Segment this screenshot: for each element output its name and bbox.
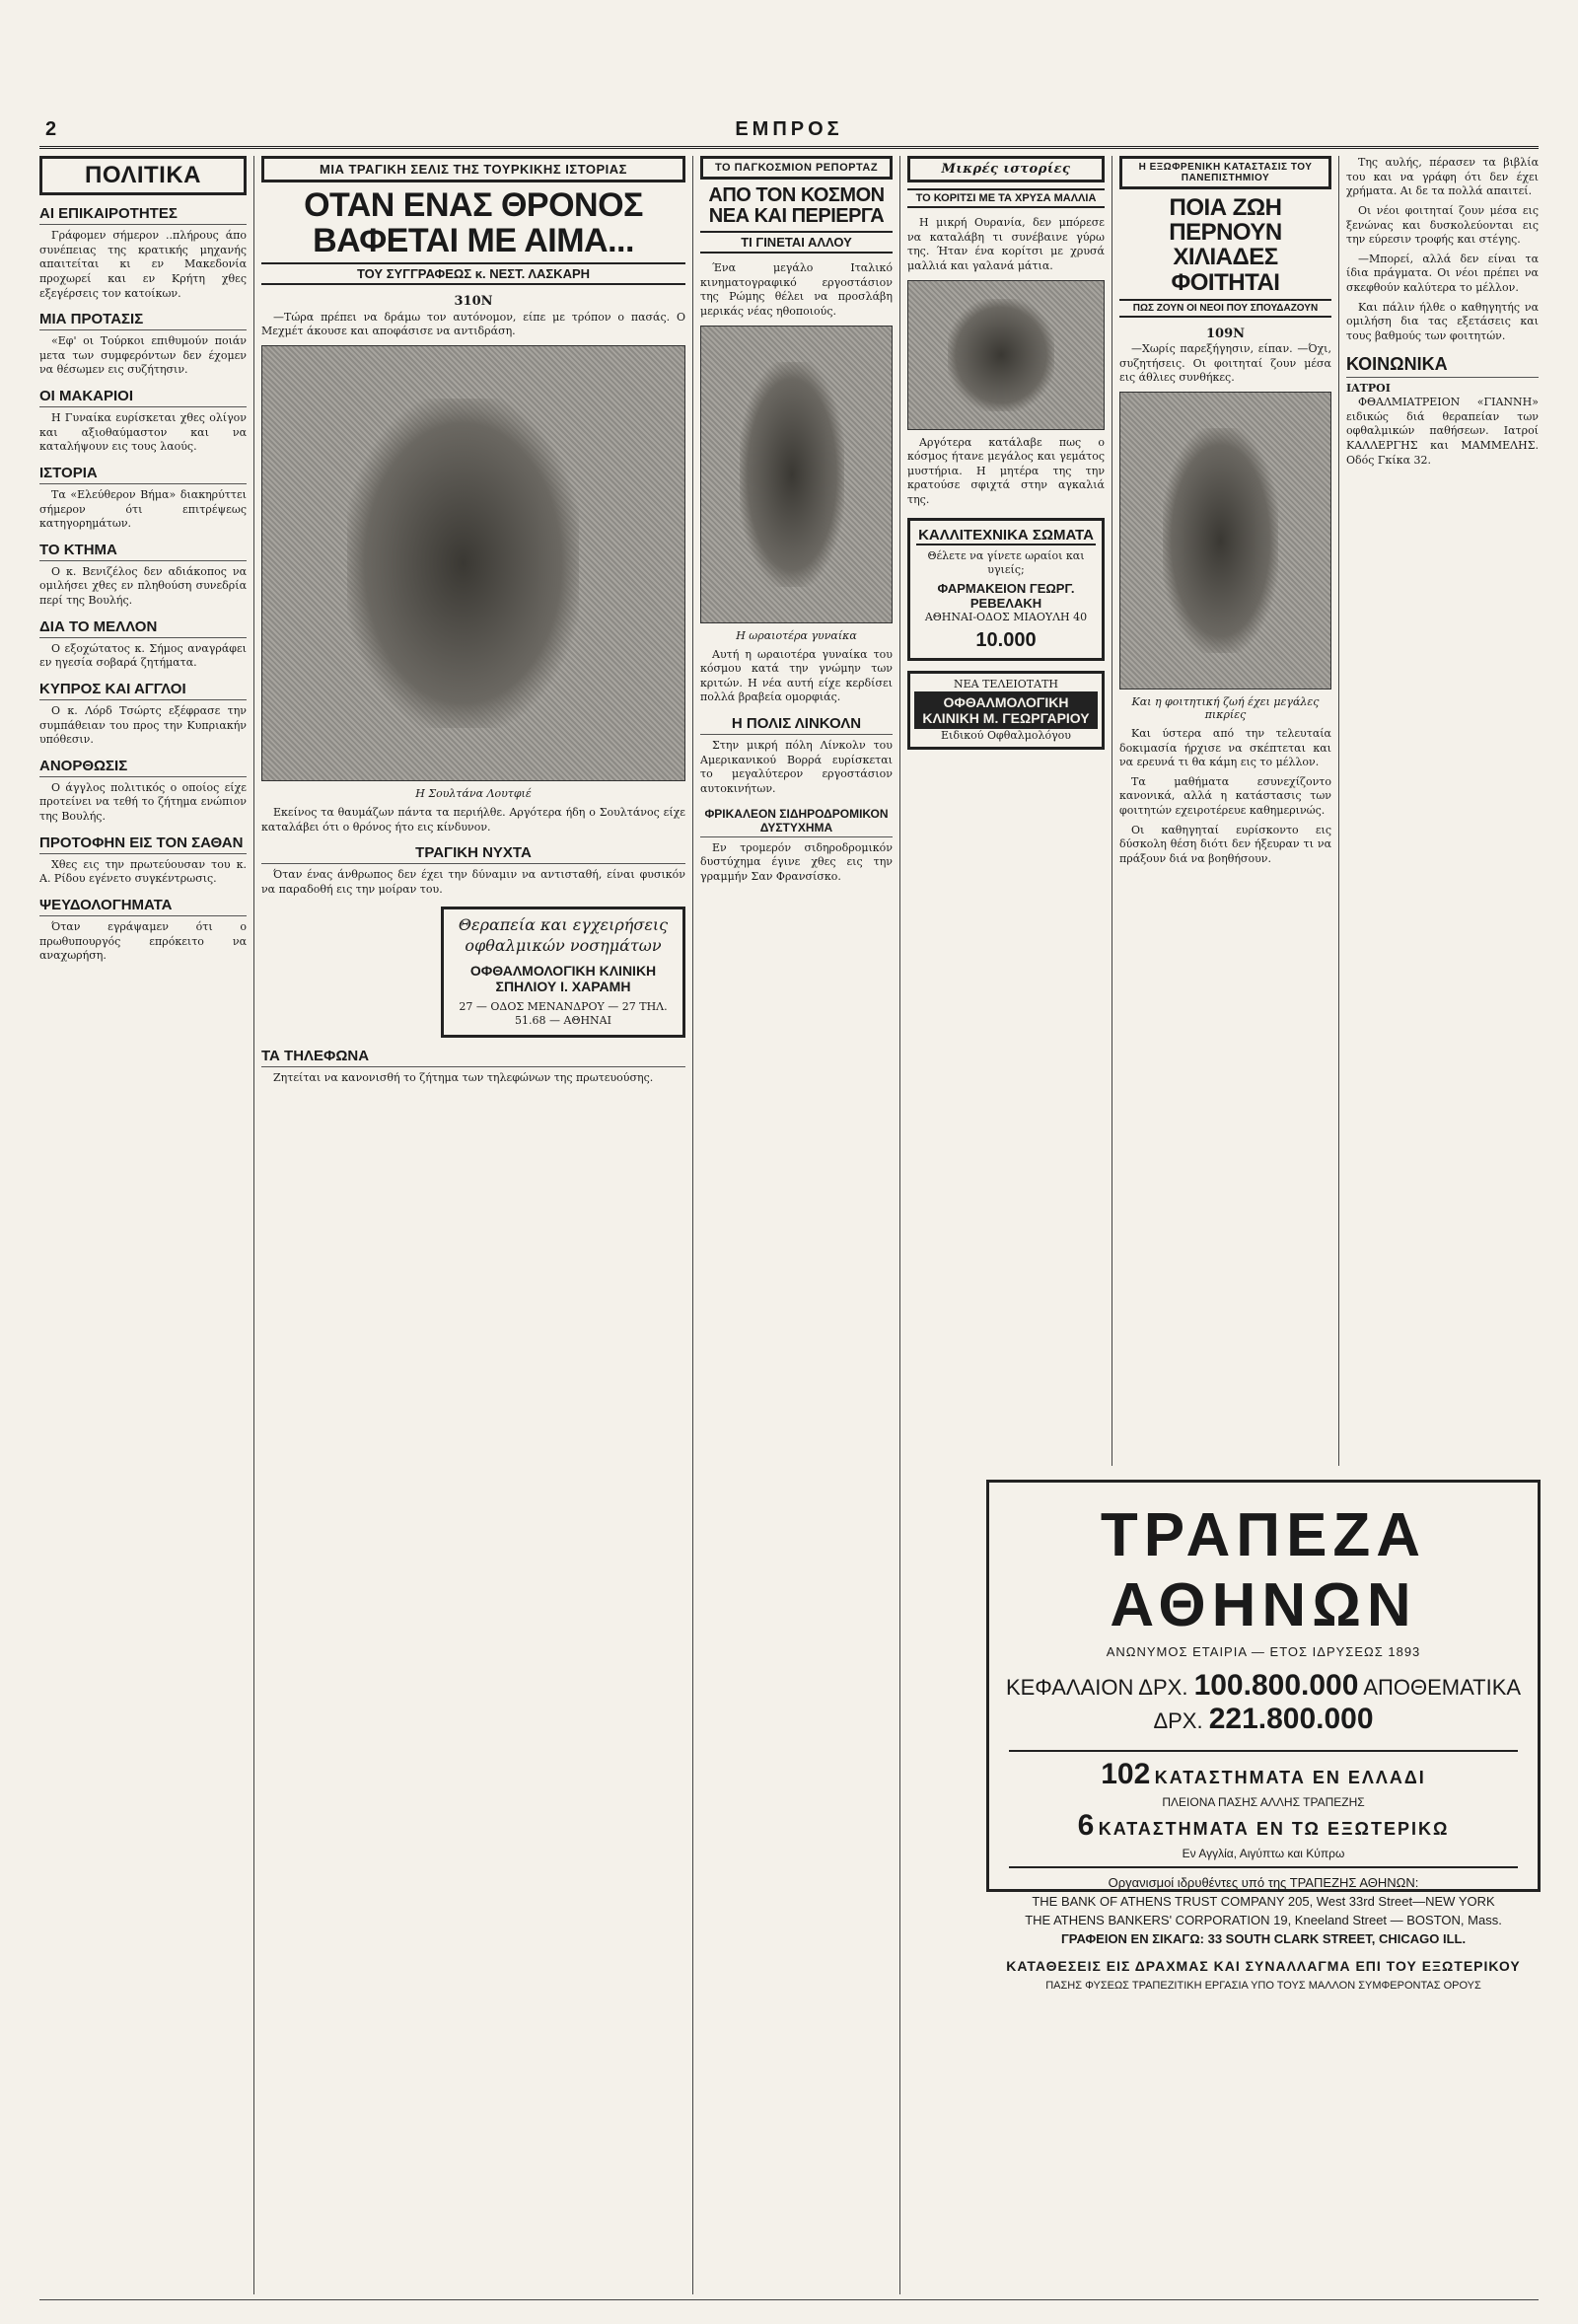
column-header: ΜΙΑ ΤΡΑΓΙΚΗ ΣΕΛΙΣ ΤΗΣ ΤΟΥΡΚΙΚΗΣ ΙΣΤΟΡΙΑΣ <box>261 156 685 182</box>
headline: ΑΠΟ ΤΟΝ ΚΟΣΜΟΝ ΝΕΑ ΚΑΙ ΠΕΡΙΕΡΓΑ <box>708 184 885 227</box>
column-header: ΠΟΛΙΤΙΚΑ <box>39 156 247 195</box>
ad-name: ΟΦΘΑΛΜΟΛΟΓΙΚΗ ΚΛΙΝΙΚΗ Μ. ΓΕΩΡΓΑΡΙΟΥ <box>914 691 1098 729</box>
headline: ΟΤΑΝ ΕΝΑΣ ΘΡΟΝΟΣ ΒΑΦΕΤΑΙ ΜΕ ΑΙΜΑ... <box>304 186 643 259</box>
pharmacy-ad <box>907 518 1105 661</box>
column-header: Η ΕΞΩΦΡΕΝΙΚΗ ΚΑΤΑΣΤΑΣΙΣ ΤΟΥ ΠΑΝΕΠΙΣΤΗΜΙΟΥ <box>1119 156 1331 189</box>
photo-caption: Η ωραιοτέρα γυναίκα <box>736 628 857 642</box>
article-text: Και ύστερα από την τελευταία δοκιμασία ήρχισε να σκέπτεται και να ερευνά τι θα κάμη εις το μέλλον. Τα μαθήματα εσυνεχίζοντο κανονικά, αλλά η κατάστασις των φοιτητών εχειροτέρευε καθημερινώς. Οι καθηγηταί ευρίσκοντο εις δύσκολη θέση διότι δεν ήξευραν τι να πράξουν διά να βοηθήσουν. <box>1119 726 1331 865</box>
column-header: ΤΟ ΠΑΓΚΟΣΜΙΟΝ ΡΕΠΟΡΤΑΖ <box>700 156 893 180</box>
ad-price: 10.000 <box>975 628 1037 651</box>
column-university <box>1119 156 1331 1466</box>
article-text: Ένα μεγάλο Ιταλικό κινηματογραφικό εργοστάσιον της Ρώμης θέλει να προσλάβη μερικάς νέας ηθοποιούς. <box>700 261 893 318</box>
ad-sub: Ειδικού Οφθαλμολόγου <box>941 728 1071 742</box>
section-title: ΦΡΙΚΑΛΕΟΝ ΣΙΔΗΡΟΔΡΟΜΙΚΟΝ ΔΥΣΤΥΧΗΜΑ <box>700 807 893 837</box>
column-divider <box>899 156 900 2294</box>
bank-branches: 102 ΚΑΤΑΣΤΗΜΑΤΑ ΕΝ ΕΛΛΑΔΙ ΠΛΕΙΟΝΑ ΠΑΣΗΣ ΑΛΛΗΣ ΤΡΑΠΕΖΗΣ 6 ΚΑΤΑΣΤΗΜΑΤΑ ΕΝ ΤΩ ΕΞΩΤΕΡΙΚΩ Εν Αγγλία, Αιγύπτω και Κύπρω <box>1009 1750 1518 1868</box>
column-continued <box>1346 156 1539 1466</box>
section-title: ΑΝΟΡΘΩΣΙΣ <box>39 758 247 777</box>
subheadline: ΤΙ ΓΙΝΕΤΑΙ ΑΛΛΟΥ <box>700 231 893 254</box>
section-title: ΨΕΥΔΟΛΟΓΗΜΑΤΑ <box>39 897 247 916</box>
article-text: Όταν ένας άνθρωπος δεν έχει την δύναμιν να αντισταθή, είναι φυσικόν να παραδοθή εις την μοίραν του. <box>261 868 685 896</box>
article-text: Ο κ. Βενιζέλος δεν αδιάκοπος να ομιλήσει χθες εν πληθούση συνεδρία περί της Βουλής. <box>39 564 247 607</box>
section-title: ΤΟ ΚΤΗΜΑ <box>39 542 247 561</box>
ad-address: 27 — ΟΔΟΣ ΜΕΝΑΝΔΡΟΥ — 27 ΤΗΛ. 51.68 — ΑΘΗΝΑΙ <box>459 1000 668 1028</box>
paper-name: ΕΜΠΡΟΣ <box>735 118 843 140</box>
subheadline: ΠΩΣ ΖΟΥΝ ΟΙ ΝΕΟΙ ΠΟΥ ΣΠΟΥΔΑΖΟΥΝ <box>1119 299 1331 318</box>
part-number: 310Ν <box>454 294 493 310</box>
masthead <box>39 116 1539 149</box>
article-text: Η μικρή Ουρανία, δεν μπόρεσε να καταλάβη τι συνέβαινε γύρω της. Ήταν ένα κορίτσι με χρυσά μαλλιά και γαλανά μάτια. <box>907 216 1105 272</box>
column-politics <box>39 156 247 2294</box>
article-text: Της αυλής, πέρασεν τα βιβλία του και να γράφη ότι δεν έχει χρήματα. Αι δε τα πολλά απαιτεί. Οι νέοι φοιτηταί ζουν μέσα εις ξενώνας και δυσκολεύονται εις την εύρεσιν τροφής και στέγης. —Μπορεί, αλλά δεν είναι τα ίδια πράγματα. Οι νέοι πρέπει να σκεφθούν καλύτερα το μέλλον. Και πάλιν ήλθε ο καθηγητής να ομιλήση δια τας εξετάσεις και τους βαθμούς των φοιτητών. <box>1346 156 1539 342</box>
section-title: ΜΙΑ ΠΡΟΤΑΣΙΣ <box>39 311 247 330</box>
ad-text: Θέλετε να γίνετε ωραίοι και υγιείς; <box>927 548 1085 576</box>
article-text: —Χωρίς παρεξήγησιν, είπαν. —Όχι, συζητήσεις. Οι φοιτηταί ζουν μέσα εις άθλιες συνθήκες. <box>1119 342 1331 385</box>
article-text: —Τώρα πρέπει να δράμω τον αυτόνομον, είπε με τρόπον ο πασάς. Ο Μεχμέτ άκουσε και αποφάσισε να αντιδράση. <box>261 310 685 338</box>
section-title: ΑΙ ΕΠΙΚΑΙΡΟΤΗΤΕΣ <box>39 205 247 225</box>
bank-footer: ΚΑΤΑΘΕΣΕΙΣ ΕΙΣ ΔΡΑΧΜΑΣ ΚΑΙ ΣΥΝΑΛΛΑΓΜΑ ΕΠΙ ΤΟΥ ΕΞΩΤΕΡΙΚΟΥ <box>1006 1958 1521 1975</box>
article-text: ΦΘΑΛΜΙΑΤΡΕΙΟΝ «ΓΙΑΝΝΗ» ειδικώς διά θεραπείαν των οφθαλμικών παθήσεων. Ιατροί ΚΑΛΛΕΡΓΗΣ και ΜΑΜΜΕΛΗΣ. Οδός Γκίκα 32. <box>1346 396 1539 467</box>
bank-subtitle: ΑΝΩΝΥΜΟΣ ΕΤΑΙΡΙΑ — ΕΤΟΣ ΙΔΡΥΣΕΩΣ 1893 <box>1106 1644 1421 1659</box>
sultana-photo <box>261 345 685 781</box>
article-text: Γράφομεν σήμερον ..πλήρους άπο συνέπειας της κρατικής μηχανής απαιτείται κι εν Μακεδονία προχωρεί και εν Κρήτη χθες εξεγέρσεις τον κατοίκων. <box>39 229 247 300</box>
article-text: Χθες εις την πρωτεύουσαν του κ. Α. Ρίδου εγένετο συγκέντρωσις. <box>39 857 247 886</box>
photo-caption: Η Σουλτάνα Λουτφιέ <box>415 786 532 800</box>
bank-name: ΤΡΑΠΕΖΑ ΑΘΗΝΩΝ <box>1100 1501 1427 1639</box>
section-title: Η ΠΟΛΙΣ ΛΙΝΚΟΛΝ <box>700 715 893 735</box>
section-title: ΤΑ ΤΗΛΕΦΩΝΑ <box>261 1048 685 1067</box>
column-divider <box>253 156 254 2294</box>
children-illustration <box>907 280 1105 430</box>
article-text: Αργότερα κατάλαβε πως ο κόσμος ήτανε μεγάλος και γεμάτος μυστήρια. Η μητέρα της την κρατούσε σφιχτά στην αγκαλιά της. <box>907 435 1105 506</box>
column-world-report <box>700 156 893 2294</box>
section-title: ΤΡΑΓΙΚΗ ΝΥΧΤΑ <box>261 844 685 864</box>
ad-header: ΚΑΛΛΙΤΕΧΝΙΚΑ ΣΩΜΑΤΑ <box>916 527 1096 545</box>
bank-usa-offices: Οργανισμοί ιδρυθέντες υπό της ΤΡΑΠΕΖΗΣ ΑΘΗΝΩΝ: THE BANK OF ATHENS TRUST COMPANY 205, West 33rd Street—NEW YORK THE ATHENS BANKERS' CORPORATION 19, Kneeland Street — BOSTON, Mass. ΓΡΑΦΕΙΟΝ ΕΝ ΣΙΚΑΓΩ: 33 SOUTH CLARK STREET, CHICAGO ILL. <box>1025 1875 1502 1946</box>
section-title: ΔΙΑ ΤΟ ΜΕΛΛΟΝ <box>39 618 247 638</box>
student-photo <box>1119 392 1331 690</box>
article-text: Στην μικρή πόλη Λίνκολν του Αμερικανικού Βορρά ευρίσκεται το μεγαλύτερον εργοστάσιον αυτοκινήτων. <box>700 739 893 795</box>
column-short-stories <box>907 156 1105 1634</box>
article-text: Ο άγγλος πολιτικός ο οποίος είχε προτείνει να τεθή το ζήτημα ενώπιον της Βουλής. <box>39 780 247 823</box>
eye-clinic-ad <box>907 671 1105 751</box>
ad-clinic-name: ΟΦΘΑΛΜΟΛΟΓΙΚΗ ΚΛΙΝΙΚΗ ΣΠΗΛΙΟΥ Ι. ΧΑΡΑΜΗ <box>469 963 657 994</box>
section-title: ΠΡΟΤΟΦΗΝ ΕΙΣ ΤΟΝ ΣΑΘΑΝ <box>39 835 247 854</box>
woman-photo <box>700 326 893 623</box>
bank-footer-note: ΠΑΣΗΣ ΦΥΣΕΩΣ ΤΡΑΠΕΖΙΤΙΚΗ ΕΡΓΑΣΙΑ ΥΠΟ ΤΟΥΣ ΜΑΛΛΟΝ ΣΥΜΦΕΡΟΝΤΑΣ ΟΡΟΥΣ <box>1045 1980 1481 1993</box>
article-text: Αυτή η ωραιοτέρα γυναίκα του κόσμου κατά την γνώμην των κριτών. Η νέα αυτή είχε κερδίσει πολλά βραβεία ομορφιάς. <box>700 647 893 704</box>
ad-top: ΝΕΑ ΤΕΛΕΙΟΤΑΤΗ <box>953 677 1058 690</box>
section-title: ΙΣΤΟΡΙΑ <box>39 465 247 484</box>
subsection-title: ΙΑΤΡΟΙ <box>1346 381 1391 395</box>
page-number: 2 <box>45 118 57 140</box>
footer-rule <box>39 2299 1539 2300</box>
headline: ΠΟΙΑ ΖΩΗ ΠΕΡΝΟΥΝ ΧΙΛΙΑΔΕΣ ΦΟΙΤΗΤΑΙ <box>1169 194 1282 296</box>
ad-address: ΑΘΗΝΑΙ-ΟΔΟΣ ΜΙΑΟΥΛΗ 40 <box>924 611 1088 624</box>
article-text: Εν τρομερόν σιδηροδρομικόν δυστύχημα έγινε χθες εις την γραμμήν Σαν Φρανσίσκο. <box>700 840 893 883</box>
part-number: 109Ν <box>1205 326 1246 341</box>
article-text: Ο εξοχώτατος κ. Σήμος αναγράφει εν ηγεσία σοβαρά ζητήματα. <box>39 641 247 670</box>
column-turkish-history <box>261 156 685 2294</box>
article-text: Εκείνος τα θαυμάζων πάντα τα περιήλθε. Αργότερα ήδη ο Σουλτάνος είχε καταλάβει ότι ο θρόνος ήτο εις κίνδυνον. <box>261 805 685 834</box>
column-divider <box>692 156 693 2294</box>
bank-capital-line: ΚΕΦΑΛΑΙΟΝ ΔΡΧ. 100.800.000 ΑΠΟΘΕΜΑΤΙΚΑ ΔΡΧ. 221.800.000 <box>1005 1669 1522 1735</box>
article-text: Ζητείται να κανονισθή το ζήτημα των τηλεφώνων της πρωτευούσης. <box>273 1070 654 1084</box>
section-title: ΚΥΠΡΟΣ ΚΑΙ ΑΓΓΛΟΙ <box>39 681 247 700</box>
article-text: Όταν εγράψαμεν ότι ο πρωθυπουργός επρόκειτο να αναχωρήση. <box>39 919 247 963</box>
column-divider <box>1338 156 1339 1466</box>
article-text: Η Γυναίκα ευρίσκεται χθες ολίγον και αξιοθαύμαστον και να καταλήψουν εις τους λαούς. <box>39 411 247 454</box>
article-text: Ο κ. Λόρδ Τσώρτς εξέφρασε την συμπάθειαν του προς την Κυπριακήν υπόθεσιν. <box>39 703 247 747</box>
article-text: «Εφ' οι Τούρκοι επιθυμούν ποιάν μετα των συμφερόντων δεν έχομεν να θέσωμεν εις συζήτησιν. <box>39 334 247 377</box>
headline: ΤΟ ΚΟΡΙΤΣΙ ΜΕ ΤΑ ΧΡΥΣΑ ΜΑΛΛΙΑ <box>907 188 1105 208</box>
column-header: Μικρές ιστορίες <box>907 156 1105 182</box>
photo-caption: Και η φοιτητική ζωή έχει μεγάλες πικρίες <box>1131 694 1320 721</box>
bank-of-athens-ad <box>986 1480 1541 1993</box>
section-title: ΚΟΙΝΩΝΙΚΑ <box>1346 354 1539 378</box>
clinic-ad <box>441 907 685 1037</box>
article-text: Τα «Ελεύθερον Βήμα» διακηρύττει σήμερον ότι επιτρέψεως κατηγορημάτων. <box>39 487 247 531</box>
byline: ΤΟΥ ΣΥΓΓΡΑΦΕΩΣ κ. ΝΕΣΤ. ΛΑΣΚΑΡΗ <box>261 262 685 285</box>
section-title: ΟΙ ΜΑΚΑΡΙΟΙ <box>39 388 247 407</box>
ad-shop: ΦΑΡΜΑΚΕΙΟΝ ΓΕΩΡΓ. ΡΕΒΕΛΑΚΗ <box>937 581 1075 612</box>
ad-text: Θεραπεία και εγχειρήσεις οφθαλμικών νοσημάτων <box>458 915 669 956</box>
